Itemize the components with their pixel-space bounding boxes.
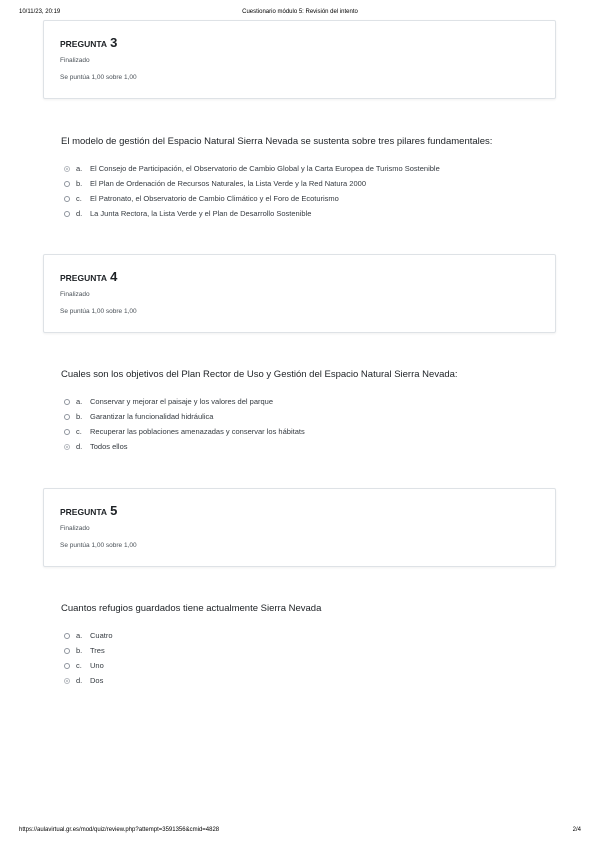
radio-button[interactable] [64,166,70,172]
print-url: https://aulavirtual.gr.es/mod/quiz/review.php?attempt=3591356&cmid=4828 [19,827,220,833]
radio-button[interactable] [64,429,70,435]
radio-button[interactable] [64,633,70,639]
radio-button[interactable] [64,211,70,217]
radio-button[interactable] [64,414,70,420]
question-state: Finalizado [60,57,90,64]
question-state: Finalizado [60,525,90,532]
question-text: Cuales son los objetivos del Plan Rector de Uso y Gestión del Espacio Natural Sierra Nevada: [61,369,458,380]
question-text: Cuantos refugios guardados tiene actualmente Sierra Nevada [61,603,322,614]
question-number: PREGUNTA 3 [60,35,118,50]
radio-button[interactable] [64,663,70,669]
question-text: El modelo de gestión del Espacio Natural Sierra Nevada se sustenta sobre tres pilares fundamentales: [61,136,493,147]
radio-button[interactable] [64,399,70,405]
radio-button[interactable] [64,648,70,654]
print-doc-title: Cuestionario módulo 5: Revisión del intento [242,9,358,15]
question-number: PREGUNTA 5 [60,503,118,518]
print-header [19,9,581,19]
print-datetime: 10/11/23, 20:19 [19,9,61,15]
radio-button[interactable] [64,181,70,187]
print-footer [19,827,581,837]
radio-button[interactable] [64,196,70,202]
page-number: 2/4 [572,827,581,833]
question-info-box [43,20,556,99]
question-grade: Se puntúa 1,00 sobre 1,00 [60,74,137,81]
question-info-box [43,254,556,333]
question-grade: Se puntúa 1,00 sobre 1,00 [60,308,137,315]
radio-button[interactable] [64,444,70,450]
question-state: Finalizado [60,291,90,298]
question-grade: Se puntúa 1,00 sobre 1,00 [60,542,137,549]
question-number: PREGUNTA 4 [60,269,118,284]
radio-button[interactable] [64,678,70,684]
question-info-box [43,488,556,567]
